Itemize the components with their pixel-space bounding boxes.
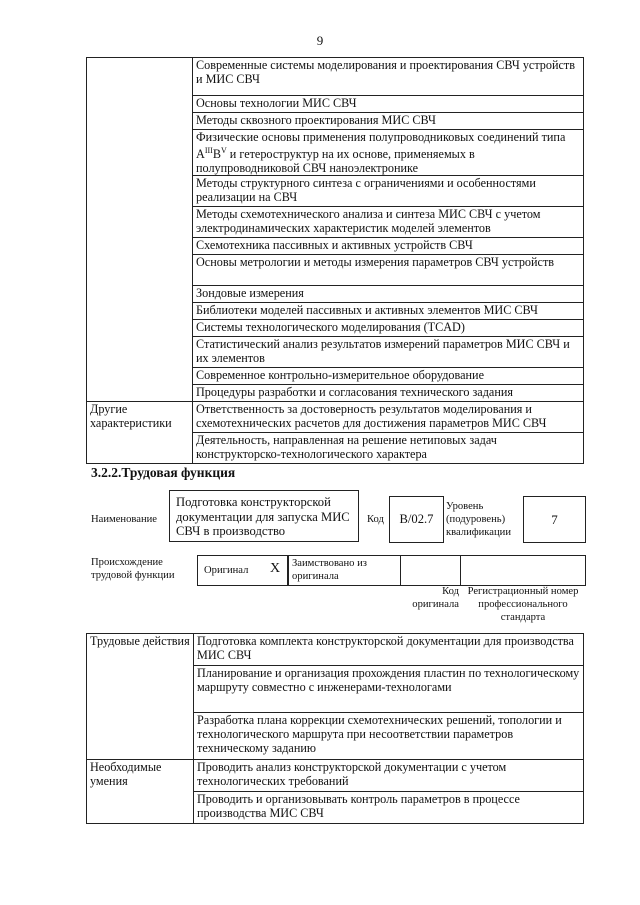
- original-checkmark: X: [270, 561, 281, 576]
- labour-actions-table: [86, 633, 584, 824]
- table-cell: Методы схемотехнического анализа и синтеза МИС СВЧ с учетом электродинамических характеристик моделей элементов: [193, 207, 584, 238]
- table-cell: Проводить и организовывать контроль параметров в процессе производства МИС СВЧ: [194, 792, 584, 824]
- table-cell: Библиотеки моделей пассивных и активных элементов МИС СВЧ: [193, 303, 584, 320]
- table-label-cell: [87, 58, 193, 402]
- table-cell: Планирование и организация прохождения пластин по технологическому маршруту совместно с инженерами-технологами: [194, 666, 584, 713]
- table-cell: Методы структурного синтеза с ограничениями и особенностями реализации на СВЧ: [193, 176, 584, 207]
- knowledge-table: [86, 57, 584, 464]
- registration-number-caption: Регистрационный номер профессионального стандарта: [467, 586, 579, 623]
- qualification-level-field: 7: [523, 496, 586, 543]
- borrowed-label: Заимствовано из оригинала: [292, 558, 367, 582]
- table-cell: Системы технологического моделирования (TCAD): [193, 320, 584, 337]
- origin-label: Происхождение трудовой функции: [91, 557, 175, 581]
- original-label: Оригинал: [204, 565, 249, 576]
- name-label: Наименование: [91, 514, 157, 525]
- table-row: [87, 402, 584, 433]
- code-label: Код: [367, 514, 384, 525]
- table-row: [87, 634, 584, 666]
- table-cell: Современные системы моделирования и проектирования СВЧ устройств и МИС СВЧ: [193, 58, 584, 96]
- page-number: 9: [316, 33, 324, 48]
- registration-number-cell: [460, 555, 586, 586]
- table-cell: Основы технологии МИС СВЧ: [193, 96, 584, 113]
- table-cell: Ответственность за достоверность результатов моделирования и схемотехнических расчетов для достижения параметров МИС СВЧ: [193, 402, 584, 433]
- function-name-field: Подготовка конструкторской документации для запуска МИС СВЧ в производство: [169, 490, 359, 542]
- section-heading: 3.2.2.Трудовая функция: [91, 465, 236, 480]
- table-cell: Физические основы применения полупроводниковых соединений типа $А^{III}В^V$ и гетероструктур на их основе, применяемых в полупроводниковой СВЧ наноэлектронике: [193, 130, 584, 176]
- origin-code-cell: [399, 555, 460, 586]
- table-row: [87, 58, 584, 96]
- table-cell: Основы метрологии и методы измерения параметров СВЧ устройств: [193, 255, 584, 286]
- qualification-level-label: Уровень (подуровень) квалификации: [446, 501, 511, 538]
- other-characteristics-label: Другие характеристики: [87, 402, 193, 464]
- table-cell: Подготовка комплекта конструкторской документации для производства МИС СВЧ: [194, 634, 584, 666]
- function-code-field: В/02.7: [389, 496, 444, 543]
- table-cell: Деятельность, направленная на решение нетиповых задач конструкторско-технологического характера: [193, 433, 584, 464]
- table-cell: Процедуры разработки и согласования технического задания: [193, 385, 584, 402]
- group-label-cell: Трудовые действия: [87, 634, 194, 760]
- origin-code-caption: Код оригинала: [412, 586, 459, 610]
- table-cell: Методы сквозного проектирования МИС СВЧ: [193, 113, 584, 130]
- table-cell: Схемотехника пассивных и активных устройств СВЧ: [193, 238, 584, 255]
- table-row: [87, 760, 584, 792]
- table-cell: Зондовые измерения: [193, 286, 584, 303]
- table-cell: Статистический анализ результатов измерений параметров МИС СВЧ и их элементов: [193, 337, 584, 368]
- table-cell: Современное контрольно-измерительное оборудование: [193, 368, 584, 385]
- table-cell: Проводить анализ конструкторской документации с учетом технологических требований: [194, 760, 584, 792]
- table-cell: Разработка плана коррекции схемотехнических решений, топологии и технологического маршрута при несоответствии параметров техническому заданию: [194, 713, 584, 760]
- group-label-cell: Необходимые умения: [87, 760, 194, 824]
